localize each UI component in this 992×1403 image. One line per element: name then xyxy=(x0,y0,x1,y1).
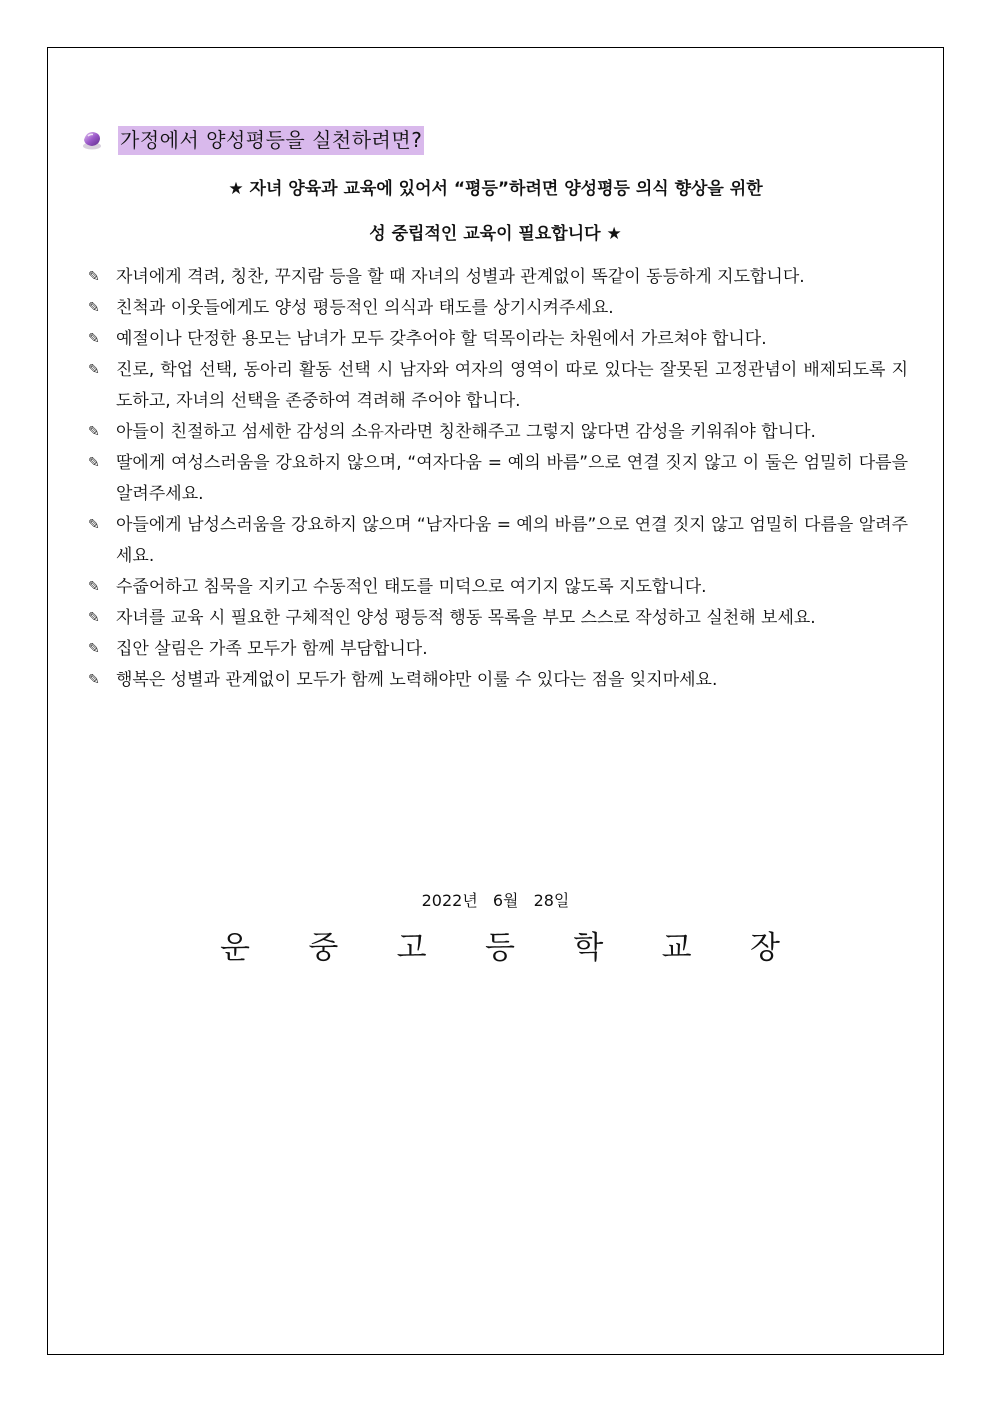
pencil-icon: ✎ xyxy=(88,362,100,378)
list-item-text: 아들이 친절하고 섬세한 감성의 소유자라면 칭찬해주고 그렇지 않다면 감성을 키워줘야 합니다. xyxy=(116,422,816,442)
signer-principal xyxy=(220,927,780,969)
list-item xyxy=(88,355,908,417)
guideline-list xyxy=(88,262,908,696)
list-item xyxy=(88,665,908,696)
signer-char: 중 xyxy=(308,930,339,966)
list-item-text: 자녀를 교육 시 필요한 구체적인 양성 평등적 행동 목록을 부모 스스로 작성하고 실천해 보세요. xyxy=(116,608,816,628)
list-item xyxy=(88,572,908,603)
list-item xyxy=(88,448,908,510)
list-item-text: 집안 살림은 가족 모두가 함께 부담합니다. xyxy=(116,639,428,659)
pencil-icon: ✎ xyxy=(88,579,100,595)
document-date: 2022년 6월 28일 xyxy=(421,891,570,910)
list-item-text: 딸에게 여성스러움을 강요하지 않으며, “여자다움 = 예의 바름”으로 연결 짓지 않고 이 둘은 엄밀히 다름을 알려주세요. xyxy=(116,453,908,504)
pencil-icon: ✎ xyxy=(88,300,100,316)
list-item xyxy=(88,324,908,355)
signer-char: 운 xyxy=(220,930,250,966)
pencil-icon: ✎ xyxy=(88,269,100,285)
signer-char: 장 xyxy=(749,930,780,966)
list-item xyxy=(88,262,908,293)
list-item-text: 행복은 성별과 관계없이 모두가 함께 노력해야만 이룰 수 있다는 점을 잊지마세요. xyxy=(116,670,718,690)
list-item-text: 친척과 이웃들에게도 양성 평등적인 의식과 태도를 상기시켜주세요. xyxy=(116,298,614,318)
signer-char: 교 xyxy=(661,930,692,966)
signer-char: 학 xyxy=(573,930,604,966)
pencil-icon: ✎ xyxy=(88,672,100,688)
list-item xyxy=(88,603,908,634)
pencil-icon: ✎ xyxy=(88,610,100,626)
signer-char: 등 xyxy=(484,930,515,966)
list-item xyxy=(88,634,908,665)
list-item xyxy=(88,510,908,572)
list-item-text: 수줍어하고 침묵을 지키고 수동적인 태도를 미덕으로 여기지 않도록 지도합니다. xyxy=(116,577,707,597)
list-item-text: 아들에게 남성스러움을 강요하지 않으며 “남자다움 = 예의 바름”으로 연결 짓지 않고 엄밀히 다름을 알려주세요. xyxy=(116,515,908,566)
list-item xyxy=(88,293,908,324)
list-item-text: 자녀에게 격려, 칭찬, 꾸지람 등을 할 때 자녀의 성별과 관계없이 똑같이 동등하게 지도합니다. xyxy=(116,267,805,287)
pencil-icon: ✎ xyxy=(88,641,100,657)
pencil-icon: ✎ xyxy=(88,517,100,533)
pencil-icon: ✎ xyxy=(88,331,100,347)
section-heading xyxy=(80,124,424,156)
purple-gem-icon xyxy=(80,128,104,152)
list-item xyxy=(88,417,908,448)
heading-title: 가정에서 양성평등을 실천하려면? xyxy=(118,126,424,155)
subheading-line-2: 성 중립적인 교육이 필요합니다 ★ xyxy=(369,224,622,244)
subheading-line-1: ★ 자녀 양육과 교육에 있어서 “평등”하려면 양성평등 의식 향상을 위한 xyxy=(228,179,763,199)
pencil-icon: ✎ xyxy=(88,424,100,440)
list-item-text: 진로, 학업 선택, 동아리 활동 선택 시 남자와 여자의 영역이 따로 있다는 잘못된 고정관념이 배제되도록 지도하고, 자녀의 선택을 존중하여 격려해 주어야 합니다. xyxy=(116,360,908,411)
signer-char: 고 xyxy=(396,930,427,966)
list-item-text: 예절이나 단정한 용모는 남녀가 모두 갖추어야 할 덕목이라는 차원에서 가르쳐야 합니다. xyxy=(116,329,767,349)
pencil-icon: ✎ xyxy=(88,455,100,471)
